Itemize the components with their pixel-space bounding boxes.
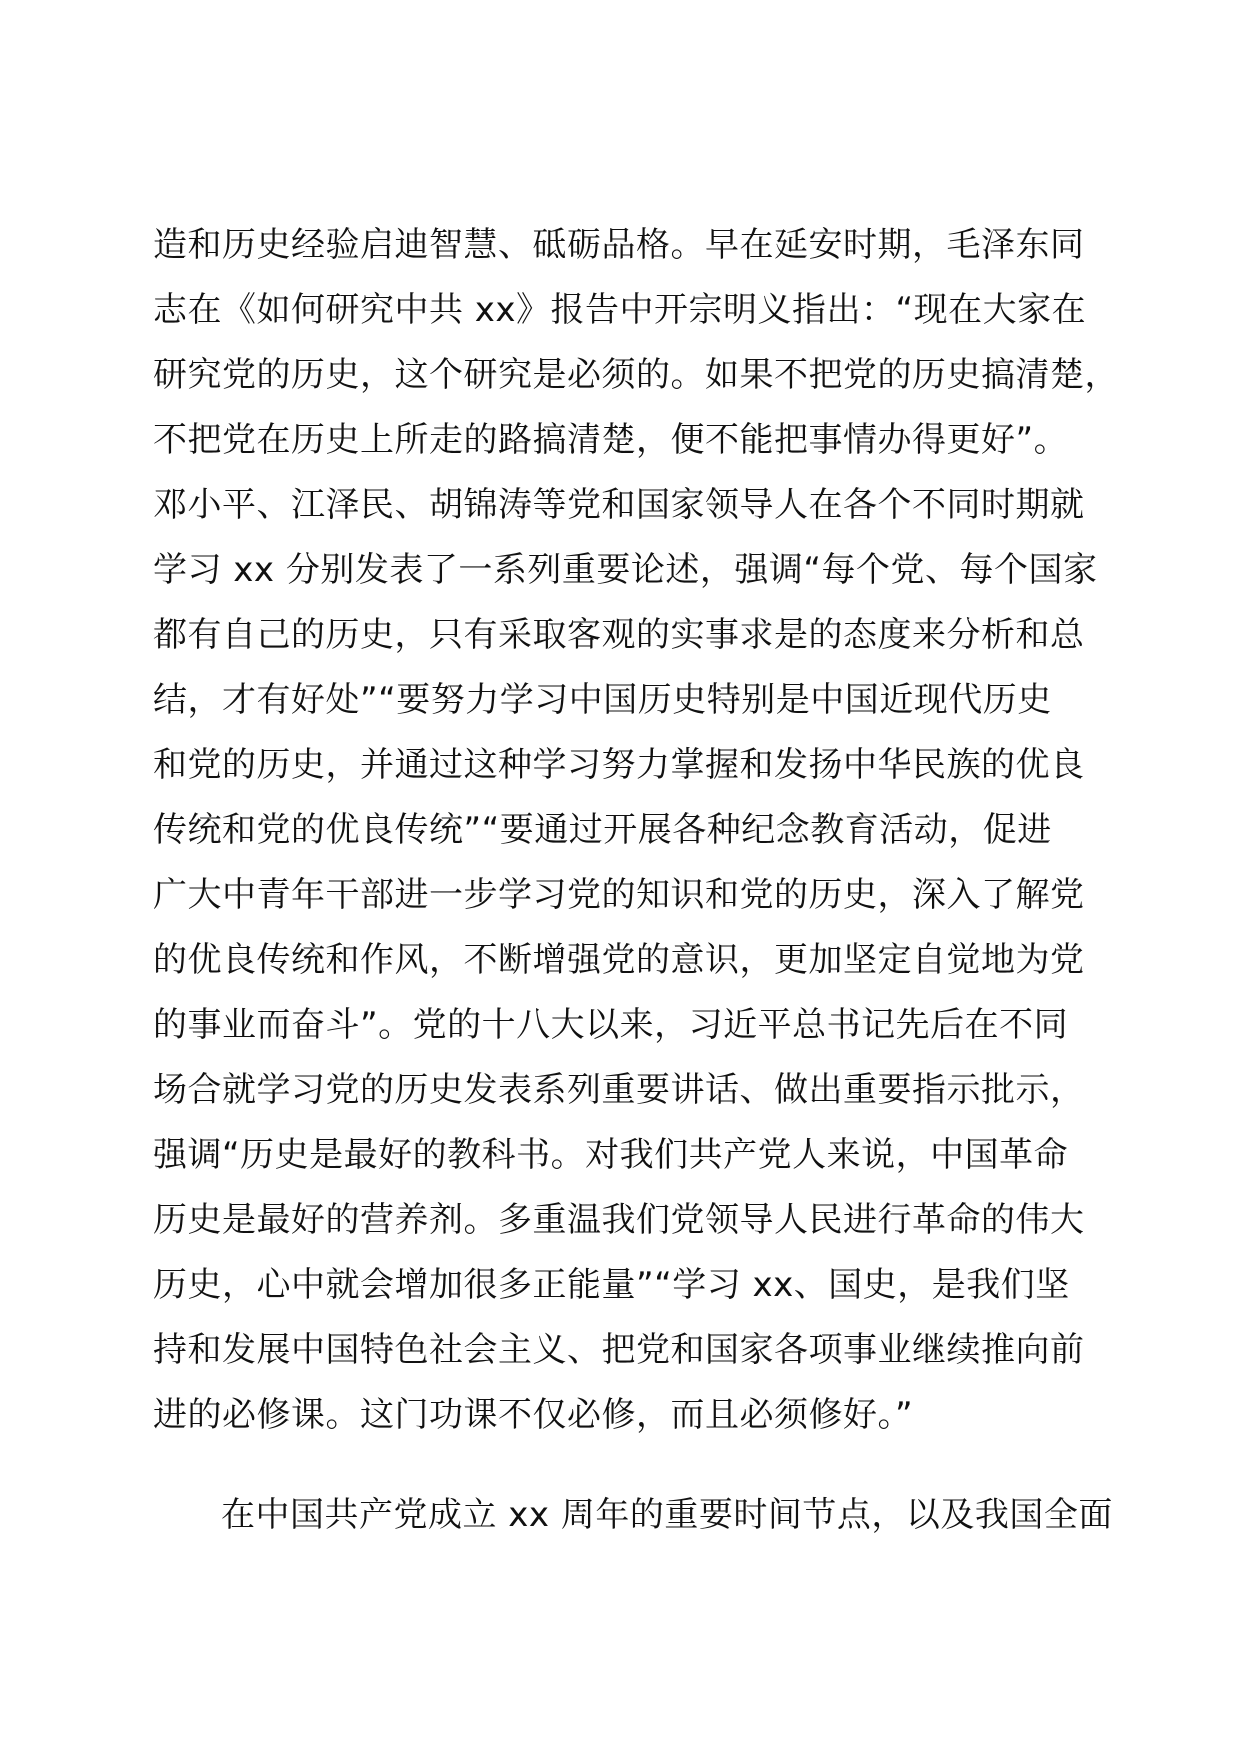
text-line: 的事业而奋斗”。党的十八大以来，习近平总书记先后在不同 [153, 1005, 1069, 1045]
text-line: 强调“历史是最好的教科书。对我们共产党人来说，中国革命 [153, 1135, 1069, 1175]
text-line: 在中国共产党成立 xx 周年的重要时间节点，以及我国全面 [221, 1495, 1113, 1535]
text-line: 志在《如何研究中共 xx》报告中开宗明义指出：“现在大家在 [153, 290, 1087, 330]
document-body [153, 213, 1119, 1548]
text-line: 造和历史经验启迪智慧、砥砺品格。早在延安时期，毛泽东同 [153, 225, 1085, 265]
paragraph-2 [153, 1483, 1113, 1548]
text-line: 历史是最好的营养剂。多重温我们党领导人民进行革命的伟大 [153, 1200, 1085, 1240]
text-line: 持和发展中国特色社会主义、把党和国家各项事业继续推向前 [153, 1330, 1085, 1370]
paragraph-1 [153, 213, 1119, 1448]
text-line: 研究党的历史，这个研究是必须的。如果不把党的历史搞清楚， [153, 355, 1119, 395]
text-line: 和党的历史，并通过这种学习努力掌握和发扬中华民族的优良 [153, 745, 1085, 785]
text-line: 传统和党的优良传统”“要通过开展各种纪念教育活动，促进 [153, 810, 1052, 850]
text-line: 历史，心中就会增加很多正能量”“学习 xx、国史，是我们坚 [153, 1265, 1070, 1305]
text-line: 的优良传统和作风，不断增强党的意识，更加坚定自觉地为党 [153, 940, 1085, 980]
text-line: 广大中青年干部进一步学习党的知识和党的历史，深入了解党 [153, 875, 1085, 915]
text-line: 邓小平、江泽民、胡锦涛等党和国家领导人在各个不同时期就 [153, 485, 1085, 525]
text-line: 学习 xx 分别发表了一系列重要论述，强调“每个党、每个国家 [153, 550, 1098, 590]
text-line: 都有自己的历史，只有采取客观的实事求是的态度来分析和总 [153, 615, 1085, 655]
text-line: 进的必修课。这门功课不仅必修，而且必须修好。” [153, 1395, 914, 1435]
text-line: 结，才有好处”“要努力学习中国历史特别是中国近现代历史 [153, 680, 1052, 720]
text-line: 不把党在历史上所走的路搞清楚，便不能把事情办得更好”。 [153, 420, 1069, 460]
text-line: 场合就学习党的历史发表系列重要讲话、做出重要指示批示， [153, 1070, 1085, 1110]
paragraph-spacer [153, 1448, 1093, 1483]
